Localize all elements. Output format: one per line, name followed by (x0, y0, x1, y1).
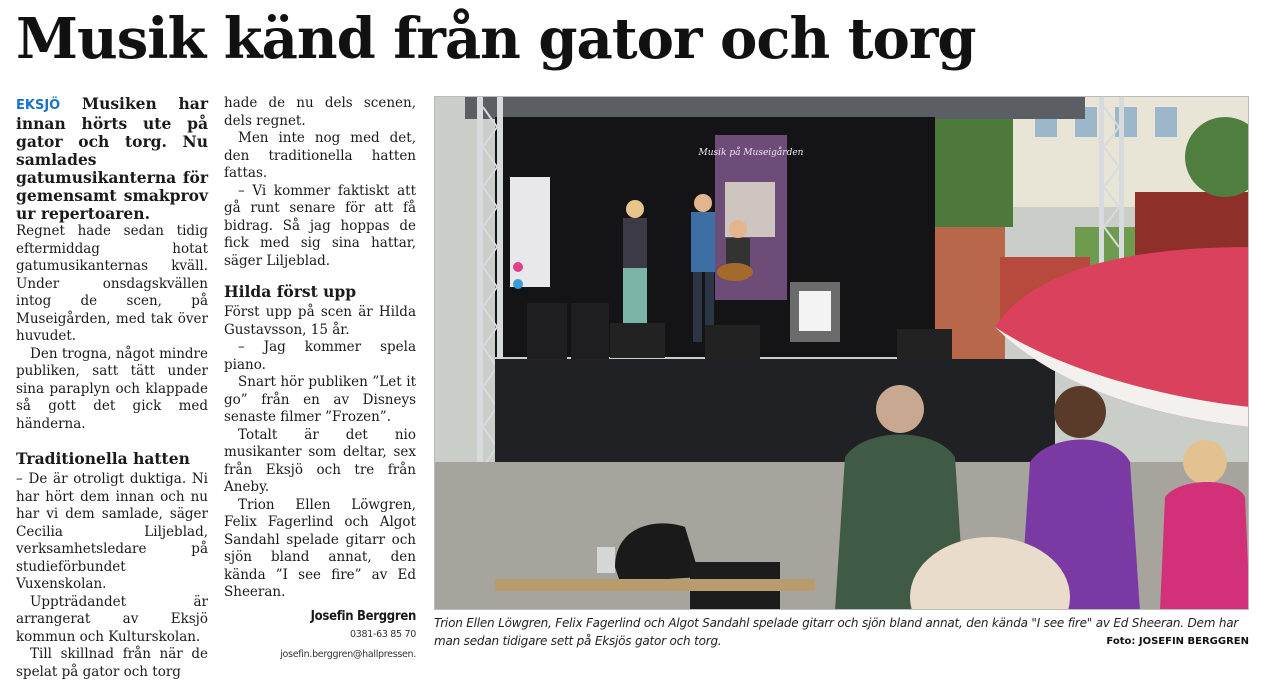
monitor-speaker (705, 325, 760, 360)
body-paragraph: Snart hör publiken ”Let it go” från en av Disneys senaste filmer ”Frozen”. (224, 374, 416, 425)
photo-credit-name: JOSEFIN BERGGREN (1138, 636, 1249, 647)
body-paragraph: Men inte nog med det, den traditionella hatten fattas. (224, 130, 416, 181)
performer-singer (623, 200, 647, 323)
dateline: EKSJÖ (16, 98, 61, 113)
photo-caption: Trion Ellen Löwgren, Felix Fagerlind och Algot Sandahl spelade gitarr och sjön bland annat, den kända "I see fire" av Ed Sheeran. Dem har man sedan tidigare sett på Eksjös gator och torg. (434, 616, 1239, 648)
glass (597, 547, 615, 573)
body-paragraph: Uppträdandet är arrangerat av Eksjö kommun och Kulturskolan. (16, 593, 208, 645)
lead-paragraph (16, 95, 208, 223)
stage-skirt (495, 359, 1055, 479)
headline: Musik känd från gator och torg (16, 6, 976, 72)
lead-text: Musiken har innan hörts ute på gator och torg. Nu samlades gatumusikanterna för gemensamt smakprov ur repertoaren. (16, 94, 208, 223)
body-paragraph: – Jag kommer spela piano. (224, 339, 416, 373)
monitor-speaker (610, 323, 665, 358)
article-column-1 (16, 95, 208, 681)
concert-photo (434, 96, 1249, 610)
body-paragraph: hade de nu dels scenen, dels regnet. (224, 95, 416, 129)
body-paragraph: – Vi kommer faktiskt att gå runt senare för att få bidrag. Så jag hoppas de fick med sig sina hattar, säger Liljeblad. (224, 182, 416, 269)
byline: Josefin Berggren (310, 608, 416, 624)
body-paragraph: Totalt är det nio musikanter som deltar, sex från Eksjö och tre från Aneby. (224, 426, 416, 495)
photo-credit (1106, 636, 1249, 647)
body-paragraph: Trion Ellen Löwgren, Felix Fagerlind och Algot Sandahl spelade gitarr och sjön bland annat, den kända ”I see fire” av Ed Sheeran. (224, 496, 416, 600)
body-paragraph: Först upp på scen är Hilda Gustavsson, 15 år. (224, 304, 416, 338)
body-paragraph: – De är otroligt duktiga. Ni har hört dem innan och nu har vi dem samlade, säger Cecilia Liljeblad, verksamhetsledare på studieförbundet Vuxenskolan. (16, 471, 208, 592)
byline-email[interactable]: josefin.berggren@hallpressen. (280, 649, 416, 660)
photo-credit-label: Foto: (1106, 636, 1136, 647)
banner-text: Musik på Museigården (698, 148, 804, 158)
ivy (933, 117, 1013, 227)
stage-roof (465, 97, 1085, 119)
subheading-hilda-forst-upp: Hilda först upp (224, 282, 357, 301)
speaker (527, 303, 567, 363)
body-paragraph: Den trogna, något mindre publiken, satt tätt under sina paraplyn och klappade så gott det gick med händerna. (16, 345, 208, 432)
bench (495, 579, 815, 591)
byline-phone: 0381-63 85 70 (349, 629, 416, 640)
article-column-2 (224, 95, 416, 665)
subheading-traditionella-hatten: Traditionella hatten (16, 449, 190, 468)
body-paragraph: Till skillnad från när de spelat på gator och torg (16, 646, 208, 680)
speaker (571, 303, 609, 363)
monitor-speaker (897, 329, 952, 361)
body-paragraph: Regnet hade sedan tidig eftermiddag hotat gatumusikanternas kväll. Under onsdagskvällen intog de scen, på Museigården, med tak över huvudet. (16, 223, 208, 344)
